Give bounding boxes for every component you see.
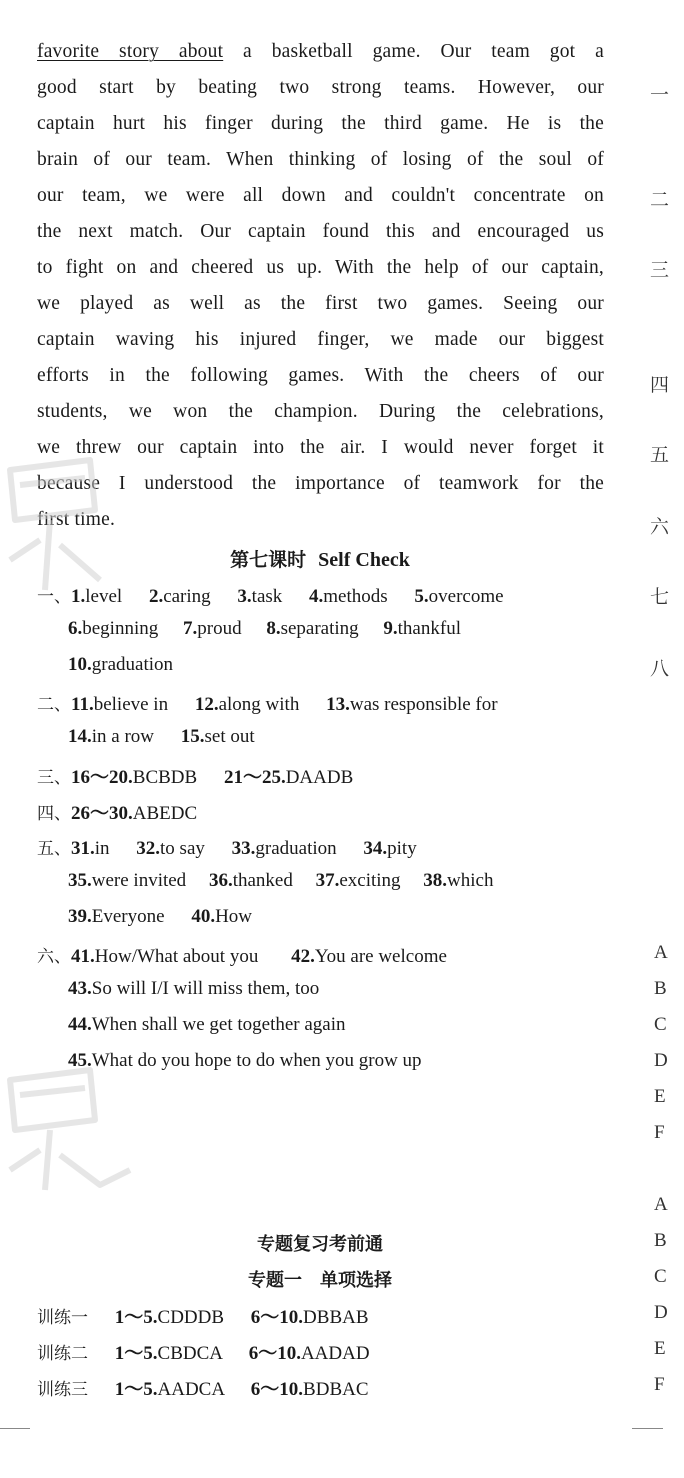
review-row: 训练三 1～5.AADCA 6～10.BDBAC <box>37 1379 369 1400</box>
right-edge-mark: F <box>654 1122 665 1143</box>
right-edge-mark: B <box>654 1230 667 1251</box>
footer-divider <box>0 1428 30 1429</box>
answer-row: 14.in a row 15.set out <box>68 726 255 747</box>
right-edge-mark: 六 <box>650 517 670 538</box>
answer-row: 三、16～20.BCBDB 21～25.DAADB <box>37 767 354 788</box>
passage-line: favorite story about a basketball game. Our team got a <box>37 41 604 62</box>
watermark-logo <box>0 450 110 600</box>
right-edge-mark: 一 <box>650 85 670 106</box>
section-label: 一、 <box>37 587 71 607</box>
passage-line: first time. <box>37 509 116 530</box>
answer-row: 四、26～30.ABEDC <box>37 803 198 824</box>
answer-row: 45.What do you hope to do when you grow up <box>68 1050 422 1071</box>
section-label: 三、 <box>37 768 71 788</box>
right-edge-mark: D <box>654 1302 668 1323</box>
right-edge-mark: B <box>654 978 667 999</box>
answer-row: 44.When shall we get together again <box>68 1014 346 1035</box>
right-edge-mark: 三 <box>650 260 670 281</box>
passage-line: efforts in the following games. With the cheers of our <box>37 365 604 386</box>
answer-row: 39.Everyone 40.How <box>68 906 253 927</box>
passage-line: our team, we were all down and couldn't concentrate on <box>37 185 604 206</box>
right-edge-mark: E <box>654 1086 666 1107</box>
answer-row: 6.beginning 7.proud 8.separating 9.thankful <box>68 618 461 639</box>
lesson-heading <box>0 545 640 572</box>
right-edge-mark: A <box>654 1194 668 1215</box>
review-row: 训练二 1～5.CBDCA 6～10.AADAD <box>37 1343 370 1364</box>
passage-line: captain waving his injured finger, we made our biggest <box>37 329 604 350</box>
section-label: 五、 <box>37 839 71 859</box>
answer-row: 35.were invited 36.thanked 37.exciting 38.which <box>68 870 494 891</box>
passage-line: because I understood the importance of teamwork for the <box>37 473 604 494</box>
passage-line: we threw our captain into the air. I would never forget it <box>37 437 604 458</box>
footer-divider <box>632 1428 663 1429</box>
right-edge-mark: F <box>654 1374 665 1395</box>
passage-line: to fight on and cheered us up. With the help of our captain, <box>37 257 604 278</box>
lesson-title-en: Self Check <box>318 549 410 571</box>
right-edge-mark: 四 <box>650 375 670 396</box>
section-label: 二、 <box>37 695 71 715</box>
answer-row: 一、1.level 2.caring 3.task 4.methods 5.overcome <box>37 586 504 607</box>
underlined-phrase: favorite story about <box>37 41 224 62</box>
right-edge-mark: A <box>654 942 668 963</box>
right-edge-mark: 八 <box>650 659 670 680</box>
answer-row: 二、11.believe in 12.along with 13.was responsible for <box>37 694 498 715</box>
right-edge-mark: C <box>654 1014 667 1035</box>
answer-row: 五、31.in 32.to say 33.graduation 34.pity <box>37 838 417 859</box>
passage-line: good start by beating two strong teams. However, our <box>37 77 604 98</box>
right-edge-mark: 二 <box>650 190 670 211</box>
right-edge-mark: 五 <box>650 445 670 466</box>
answer-row: 六、41.How/What about you 42.You are welcome <box>37 946 447 967</box>
passage-line: students, we won the champion. During the celebrations, <box>37 401 604 422</box>
section-label: 四、 <box>37 804 71 824</box>
passage-line: we played as well as the first two games. Seeing our <box>37 293 604 314</box>
section-label: 六、 <box>37 947 71 967</box>
passage-paragraph <box>37 34 604 538</box>
answer-row: 43.So will I/I will miss them, too <box>68 978 320 999</box>
watermark-logo <box>0 1060 135 1200</box>
lesson-title-cn: 第七课时 <box>230 549 307 571</box>
passage-line: the next match. Our captain found this and encouraged us <box>37 221 604 242</box>
passage-line: captain hurt his finger during the third game. He is the <box>37 113 604 134</box>
right-edge-mark: E <box>654 1338 666 1359</box>
right-edge-mark: C <box>654 1266 667 1287</box>
right-edge-mark: D <box>654 1050 668 1071</box>
answer-row: 10.graduation <box>68 654 174 675</box>
review-title: 专题复习考前通 <box>257 1234 383 1255</box>
review-row: 训练一 1～5.CDDDB 6～10.DBBAB <box>37 1307 369 1328</box>
review-subtitle: 专题一 单项选择 <box>248 1270 392 1291</box>
passage-line: brain of our team. When thinking of losing of the soul of <box>37 149 604 170</box>
right-edge-mark: 七 <box>650 587 670 608</box>
